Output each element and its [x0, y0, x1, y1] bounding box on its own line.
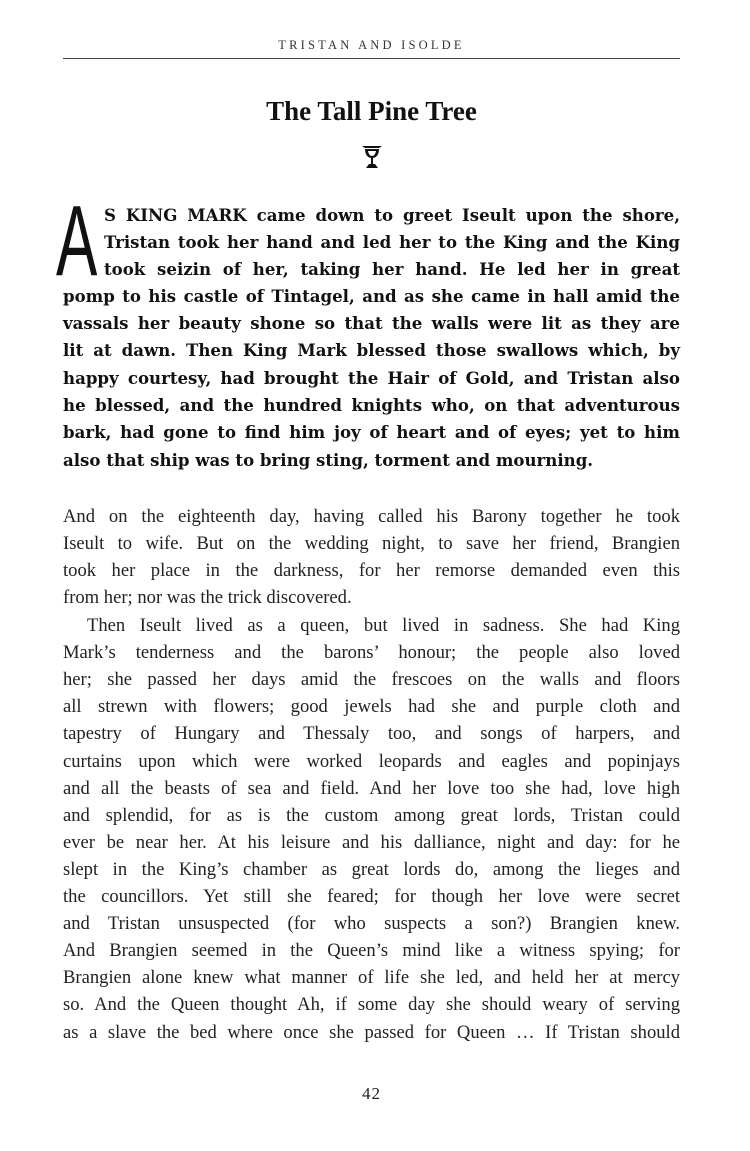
text-line: and splendid, for as is the custom among great lords, Tristan could — [63, 804, 680, 826]
text-line: as a slave the bed where once she passed for Queen … If Tristan should — [63, 1021, 680, 1043]
text-line: Iseult to wife. But on the wedding night, to save her friend, Brangien — [63, 533, 680, 555]
text-line: and Tristan unsuspected (for who suspects a son?) Brangien knew. — [63, 913, 680, 935]
intro-line: bark, had gone to find him joy of heart and of eyes; yet to him — [63, 422, 680, 442]
text-line: Mark’s tenderness and the barons’ honour; the people also loved — [63, 642, 680, 664]
text-line: tapestry of Hungary and Thessaly too, and songs of harpers, and — [63, 723, 680, 745]
intro-line: lit at dawn. Then King Mark blessed those swallows which, by — [63, 340, 680, 360]
intro-line: took seizin of her, taking her hand. He led her in great — [104, 259, 680, 279]
intro-line: pomp to his castle of Tintagel, and as she came in hall amid the — [63, 286, 680, 306]
intro-line: vassals her beauty shone so that the walls were lit as they are — [63, 313, 680, 333]
page-number: 42 — [362, 1084, 381, 1103]
text-line: And Brangien seemed in the Queen’s mind like a witness spying; for — [63, 940, 680, 962]
chapter-title: The Tall Pine Tree — [266, 96, 477, 126]
header-rule — [63, 58, 680, 59]
running-head: TRISTAN AND ISOLDE — [278, 38, 465, 52]
intro-line: also that ship was to bring sting, torment and mourning. — [63, 450, 594, 470]
text-line: slept in the King’s chamber as great lords do, among the lieges and — [63, 858, 680, 880]
text-line: so. And the Queen thought Ah, if some day she should weary of serving — [63, 994, 680, 1016]
text-line: curtains upon which were worked leopards and eagles and popinjays — [63, 750, 680, 772]
text-line: her; she passed her days amid the frescoes on the walls and floors — [63, 669, 680, 691]
text-line: all strewn with flowers; good jewels had she and purple cloth and — [63, 696, 680, 718]
text-line: Then Iseult lived as a queen, but lived in sadness. She had King — [87, 615, 680, 636]
text-line: took her place in the darkness, for her remorse demanded even this — [63, 560, 680, 582]
drop-cap: A — [56, 185, 98, 297]
intro-line: he blessed, and the hundred knights who, on that adventurous — [63, 395, 680, 415]
text-line: the councillors. Yet still she feared; for though her love were secret — [63, 886, 680, 907]
intro-line: S KING MARK came down to greet Iseult upon the shore, — [104, 205, 680, 225]
text-line: ever be near her. At his leisure and his dalliance, night and day: for he — [63, 831, 680, 853]
chalice-icon — [360, 144, 384, 170]
text-line: and all the beasts of sea and field. And her love too she had, love high — [63, 777, 680, 799]
text-line: from her; nor was the trick discovered. — [63, 587, 352, 609]
text-line: And on the eighteenth day, having called his Barony together he took — [63, 506, 680, 527]
text-line: Brangien alone knew what manner of life she led, and held her at mercy — [63, 967, 680, 989]
intro-line: Tristan took her hand and led her to the King and the King — [104, 232, 680, 252]
intro-line: happy courtesy, had brought the Hair of Gold, and Tristan also — [63, 368, 680, 388]
